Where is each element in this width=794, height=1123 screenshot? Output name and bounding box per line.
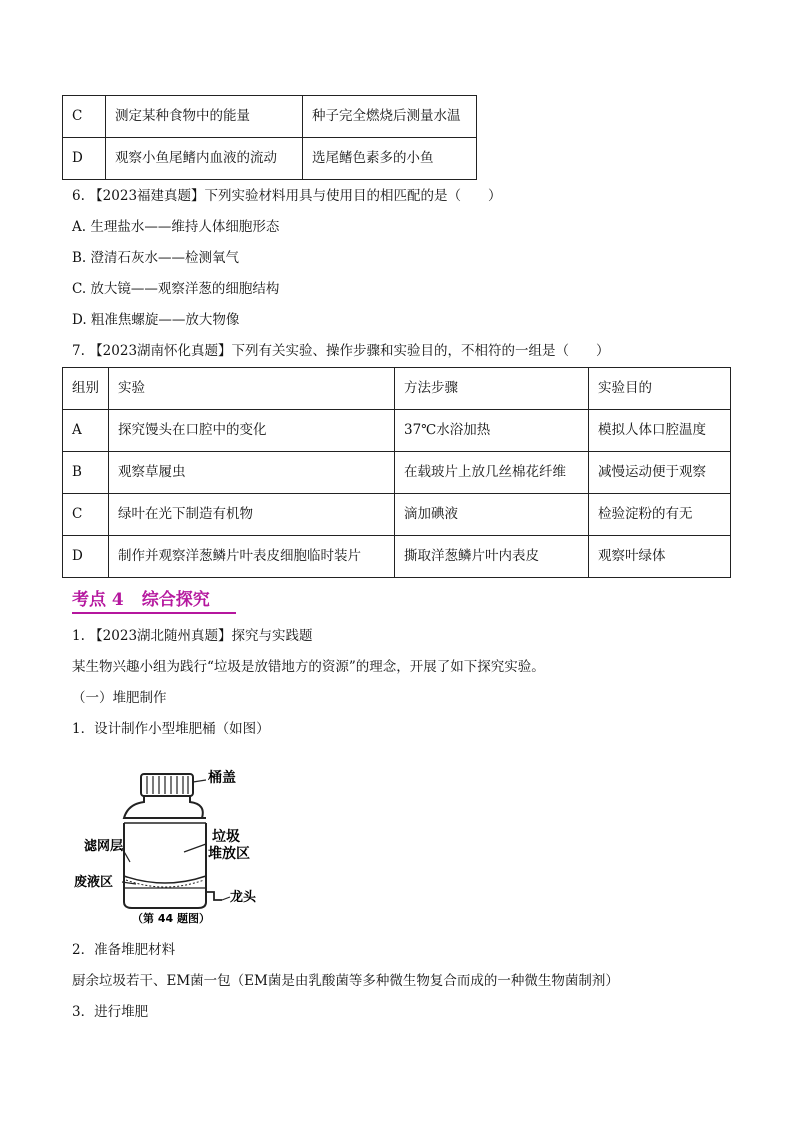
table-row: [63, 452, 731, 494]
table-cell: 测定某种食物中的能量: [106, 96, 303, 138]
label-waste: 废液区: [74, 875, 114, 890]
table-row: [63, 536, 731, 578]
label-tap: 龙头: [230, 890, 257, 905]
compost-bin-figure: [66, 752, 262, 928]
section-title: 综合探究: [141, 590, 210, 610]
table-header-cell: 方法步骤: [395, 368, 589, 410]
p1-step1: 1．设计制作小型堆肥桶（如图）: [72, 721, 270, 737]
table-cell: 检验淀粉的有无: [589, 494, 731, 536]
top-table: [62, 95, 477, 180]
p1-materials: 厨余垃圾若干、EM菌一包（EM菌是由乳酸菌等多种微生物复合而成的一种微生物菌制剂）: [72, 973, 619, 989]
table-cell: 探究馒头在口腔中的变化: [109, 410, 395, 452]
bin-shoulder-shape: [124, 796, 203, 818]
table-cell: 观察草履虫: [109, 452, 395, 494]
table-cell: 选尾鳍色素多的小鱼: [303, 138, 477, 180]
table-cell: 观察叶绿体: [589, 536, 731, 578]
table-header-cell: 组别: [63, 368, 109, 410]
label-lid: 桶盖: [208, 770, 236, 786]
table-header-cell: 实验目的: [589, 368, 731, 410]
table-cell: C: [63, 494, 109, 536]
table-header-row: [63, 368, 731, 410]
table-row: [63, 410, 731, 452]
table-cell: C: [63, 96, 106, 138]
q6-stem: 6. 【2023福建真题】下列实验材料用具与使用目的相匹配的是（ ）: [72, 188, 502, 204]
p1-stem: 1. 【2023湖北随州真题】探究与实践题: [72, 628, 313, 644]
table-cell: 减慢运动便于观察: [589, 452, 731, 494]
q7-table: [62, 367, 731, 578]
p1-step2: 2．准备堆肥材料: [72, 942, 176, 958]
table-row: [63, 96, 477, 138]
table-header-cell: 实验: [109, 368, 395, 410]
bin-body-shape: [124, 823, 206, 908]
section-number: 考点 4: [72, 590, 124, 610]
table-cell: 制作并观察洋葱鳞片叶表皮细胞临时装片: [109, 536, 395, 578]
q6-option-b: B. 澄清石灰水——检测氧气: [72, 250, 240, 266]
q7-stem: 7. 【2023湖南怀化真题】下列有关实验、操作步骤和实验目的，不相符的一组是（ ）: [72, 343, 610, 359]
table-cell: 在载玻片上放几丝棉花纤维: [395, 452, 589, 494]
table-cell: 观察小鱼尾鳍内血液的流动: [106, 138, 303, 180]
table-cell: B: [63, 452, 109, 494]
table-cell: 37℃水浴加热: [395, 410, 589, 452]
label-zone-line2: 堆放区: [208, 846, 250, 862]
table-cell: D: [63, 536, 109, 578]
table-cell: D: [63, 138, 106, 180]
q6-option-a: A. 生理盐水——维持人体细胞形态: [72, 219, 280, 235]
q6-option-d: D. 粗准焦螺旋——放大物像: [72, 312, 240, 328]
table-cell: 撕取洋葱鳞片叶内表皮: [395, 536, 589, 578]
table-cell: A: [63, 410, 109, 452]
figure-caption: （第 44 题图）: [132, 912, 210, 925]
section-heading: [72, 588, 236, 614]
p1-step3: 3．进行堆肥: [72, 1004, 149, 1020]
label-zone-line1: 垃圾: [212, 829, 240, 845]
table-row: [63, 138, 477, 180]
table-cell: 模拟人体口腔温度: [589, 410, 731, 452]
table-row: [63, 494, 731, 536]
table-cell: 滴加碘液: [395, 494, 589, 536]
tap-icon: [206, 892, 222, 900]
p1-part1: （一）堆肥制作: [72, 690, 167, 706]
table-cell: 种子完全燃烧后测量水温: [303, 96, 477, 138]
q6-option-c: C. 放大镜——观察洋葱的细胞结构: [72, 281, 280, 297]
filter-mesh-shape: [124, 876, 206, 883]
bin-lid-shape: [141, 774, 193, 796]
p1-intro: 某生物兴趣小组为践行“垃圾是放错地方的资源”的理念，开展了如下探究实验。: [72, 659, 545, 675]
table-cell: 绿叶在光下制造有机物: [109, 494, 395, 536]
label-filter: 滤网层: [84, 839, 124, 854]
